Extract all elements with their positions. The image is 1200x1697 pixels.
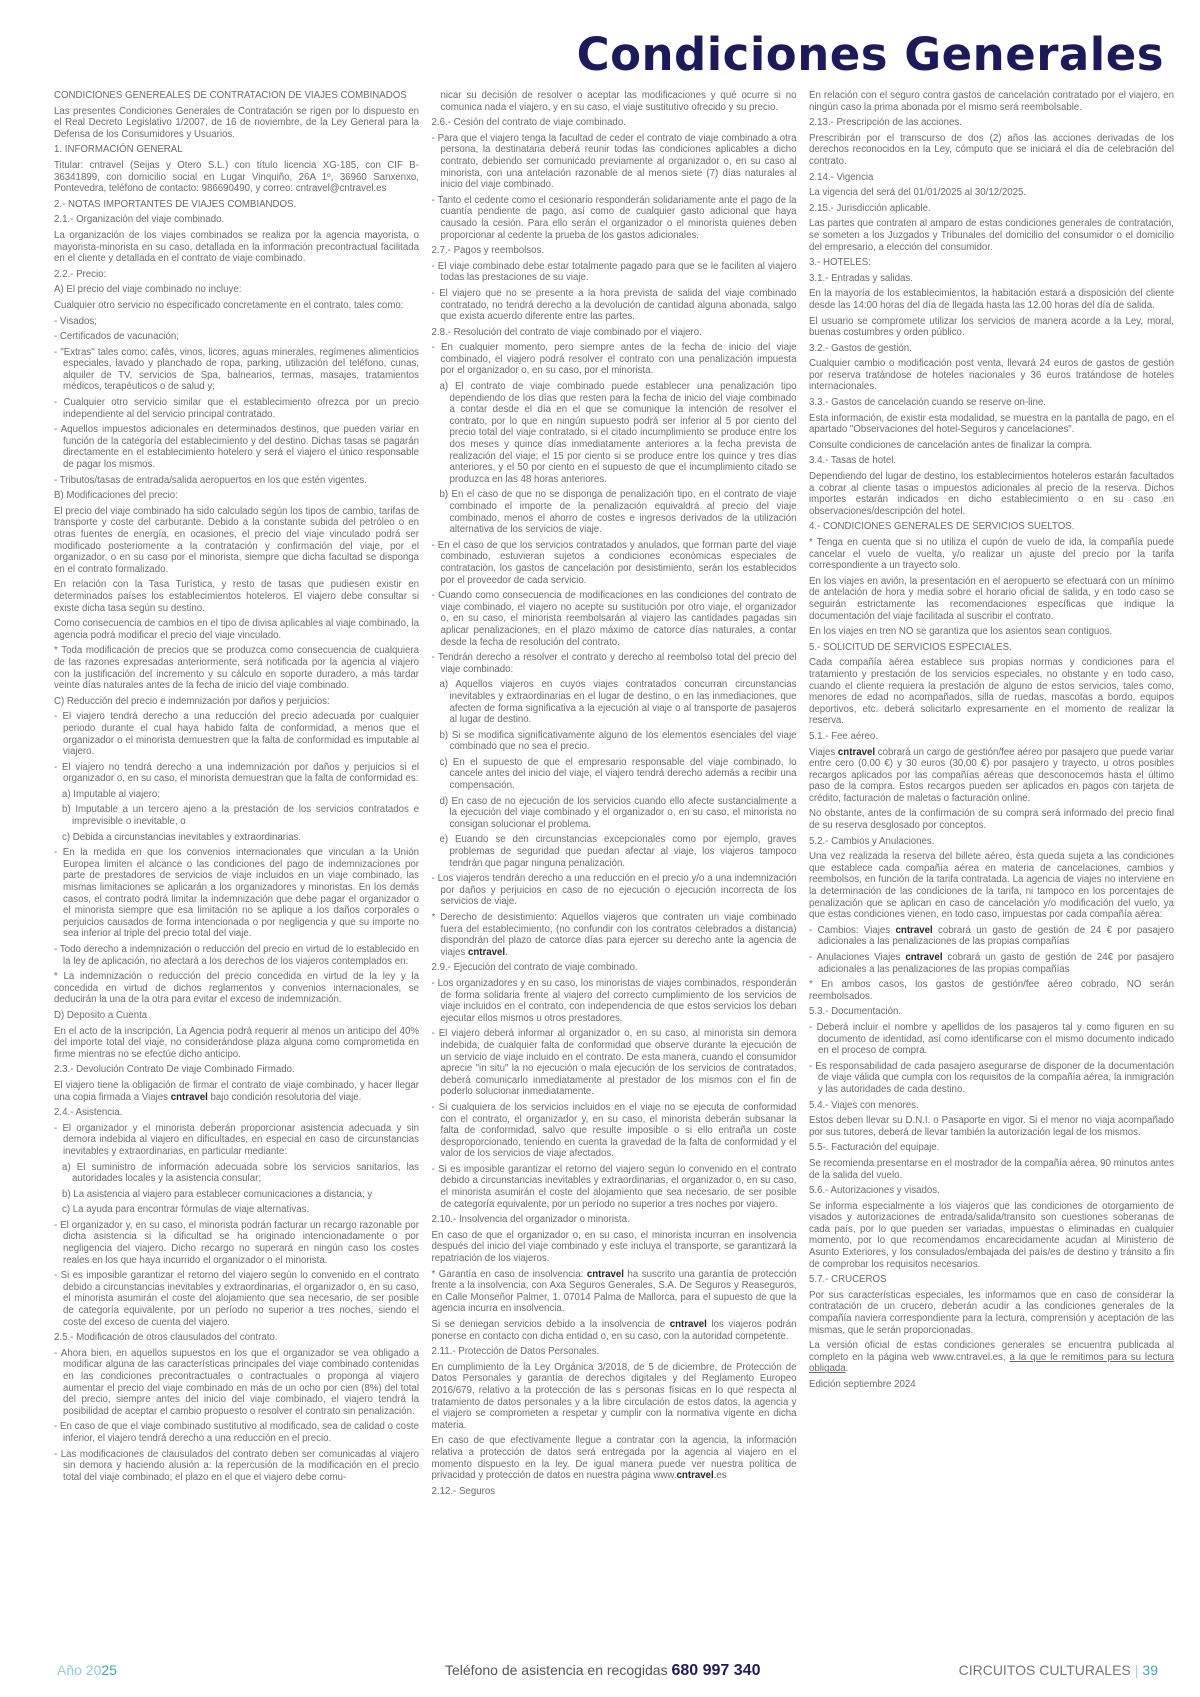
paragraph: * Toda modificación de precios que se produzca como consecuencia de cualquiera de las razones expresadas anteriormente, será notificada por la agencia al viajero con la justificación del incremento y su cálculo en soporte duradero, a más tardar veinte días naturales antes de la fecha de inicio del viaje combinado. (54, 645, 419, 692)
section-heading: 2.2.- Precio: (54, 268, 107, 280)
footer-year (57, 1662, 117, 1678)
sub-list-item: c) En el supuesto de que el empresario responsable del viaje combinado, lo cancele antes del inicio del viaje, el viajero tendrá derecho además a recibir una compensación. (439, 756, 797, 792)
text-fragment: * Garantía en caso de insolvencia: (431, 1268, 587, 1280)
text-fragment: La versión oficial de estas condiciones generales se encuentra publicada al completo en la página web www.cntravel.es, (809, 1340, 1174, 1363)
list-item: - El viajero que no se presente a la hora prevista de salida del viaje combinado contratado, no tendrá derecho a la devolución de cantidad alguna abonada, salgo que exista acuerdo diferente entre las partes. (431, 287, 797, 323)
paragraph: * Tenga en cuenta que si no utiliza el cupón de vuelo de ida, la compañía puede cancelar el vuelo de vuelta, y/o realizar un ajuste del precio por la tarifa correspondiente a un trayecto solo. (809, 537, 1174, 572)
section-heading: 3.2.- Gastos de gestión. (809, 342, 912, 354)
text-fragment: los viajeros podrán ponerse en contacto con dicha entidad o, en su caso, con la autoridad competente. (431, 1319, 797, 1342)
paragraph: En cumplimiento de la Ley Orgánica 3/2018, de 5 de diciembre, de Protección de Datos Personales y garantía de derechos digitales y del Reglamento Europeo 2016/679, relativo a la protección de las s personas físicas en lo que respecta al tratamiento de datos personales y a la libre circulación de estos datos, la agencia y el viajero se comprometen a respetar y cumplir con la normativa vigente en dicha materia. (431, 1361, 797, 1431)
footer-section (959, 1662, 1158, 1678)
column-left (54, 90, 419, 1501)
list-item: - Los organizadores y en su caso, los minoristas de viajes combinados, responderán de forma solidaria frente al viajero del correcto cumplimiento de los servicios de viaje incluidos en el contrato, con independencia de que estos servicios los deban ejecutar ellos mismos u otros prestadores. (431, 977, 797, 1024)
section-heading: D) Deposito a Cuenta (54, 1009, 148, 1021)
list-item: - "Extras" tales como: cafés, vinos, licores, aguas minerales, regímenes alimenticios especiales, lavado y planchado de ropa, parking, utilización del teléfono, cunas, alquiler de TV, servicios de Spa, balnearios, termas, masajes, tratamientos médicos, terapéuticos o de salud y; (54, 346, 419, 393)
paragraph (432, 1269, 797, 1315)
list-item: - Cuando como consecuencia de modificaciones en las condiciones del contrato de viaje combinado, el viajero no acepte su sustitución por otro viaje, el organizador o, en su caso, el minorista reembolsarán al viajero las cantidades pagadas sin aplicar penalizaciones, en el plazo máximo de catorce días naturales, a contar desde la fecha de resolución del contrato. (431, 590, 797, 648)
paragraph: No obstante, antes de la confirmación de su compra será informado del precio final de su reserva desglosado por conceptos. (809, 808, 1174, 832)
list-item: - Tanto el cedente como el cesionario responderán solidariamente ante el pago de la cuantía pendiente de pago, así como de cualquier gasto adicional que haya causado la cesión. Para ello serán el organizador o el minorista quienes deben proporcionar al cedente la prueba de los gastos adicionales. (431, 194, 797, 241)
section-heading: 5.1.- Fee aéreo. (809, 730, 878, 742)
list-item: - Tributos/tasas de entrada/salida aeropuertos en los que estén vigentes. (54, 474, 367, 486)
paragraph: Las partes que contraten al amparo de estas condiciones generales de contratación, se someten a los Juzgados y Tribunales del domicilio del consumidor o el domicilio del empresario, a elección del consumidor. (809, 218, 1174, 253)
section-heading: A) El precio del viaje combinado no incluye: (54, 284, 242, 296)
paragraph (432, 1435, 797, 1481)
section-heading: 2.1.- Organización del viaje combinado. (54, 214, 225, 226)
section-heading: 5.4.- Viajes con menores. (809, 1099, 919, 1111)
list-item: - Las modificaciones de clausulados del contrato deben ser comunicadas al viajero sin demora y haciendo alusión a: la repercusión de la modificación en el precio total del viaje combinado; el plazo en el que el viajero debe comu- (54, 1448, 419, 1483)
footer-year-suffix: 25 (101, 1662, 117, 1678)
paragraph: En relación con el seguro contra gastos de cancelación contratado por el viajero, en ningún caso la prima abonada por el mismo será reembolsable. (809, 90, 1174, 113)
paragraph (809, 1340, 1174, 1375)
section-heading: 5.5-. Facturación del equipaje. (809, 1142, 940, 1154)
text-fragment: - Anulaciones Viajes (809, 952, 906, 963)
paragraph (54, 1080, 419, 1103)
text-fragment: El viajero tiene la obligación de firmar el contrato de viaje combinado, y hacer llegar una copia firmada a Viajes (54, 1079, 419, 1103)
sub-list-item: c) La ayuda para encontrar fórmulas de viaje alternativas. (62, 1204, 310, 1216)
text-fragment: Si se deniegan servicios debido a la insolvencia de (431, 1319, 670, 1330)
paragraph: La organización de los viajes combinados se realiza por la agencia mayorista, o mayorista-minorista en su caso, detallada en la información precontractual facilitada en el cliente y detallada en el contrato de viaje combinado. (54, 229, 419, 265)
brand-name: cntravel (669, 1319, 707, 1330)
sub-list-item: b) Imputable a un tercero ajeno a la prestación de los servicios contratados e imprevisible o inevitable, o (62, 804, 419, 828)
section-heading: 1. INFORMACIÓN GENERAL (54, 144, 183, 156)
section-heading: 2.7.- Pagos y reembolsos. (431, 245, 545, 257)
paragraph: Prescribirán por el transcurso de dos (2) años las acciones derivadas de los derechos reconocidos en la Ley, cómputo que se iniciará el día de celebración del contrato. (809, 132, 1174, 167)
section-heading: 2.10.- Insolvencia del organizador o minorista. (431, 1214, 630, 1226)
text-fragment: cobrará un gasto de gestión de 24 € por pasajero adicionales a las penalizaciones de las propias compañías (818, 924, 1174, 948)
paragraph: Se recomienda presentarse en el mostrador de la compañía aérea, 90 minutos antes de la salida del vuelo. (809, 1157, 1174, 1181)
list-item: - Para que el viajero tenga la facultad de ceder el contrato de viaje combinado a otra persona, la destinataria deberá reunir todas las condiciones aplicables a dicho contrato, debiendo ser comunicado previamente al organizador o, en su caso al minorista, con una antelación razonable de al menos siete (7) días naturales al inicio del viaje combinado. (431, 132, 797, 191)
sub-list-item: b) La asistencia al viajero para establecer comunicaciones a distancia; y (62, 1188, 373, 1200)
list-item: - Deberá incluir el nombre y apellidos de los pasajeros tal y como figuren en su documento de identidad, así como identificarse con el mismo documento indicado en el proceso de compra. (809, 1021, 1174, 1057)
sub-list-item: a) El suministro de información adecuada sobre los servicios sanitarios, las autoridades locales y la asistencia consular; (62, 1161, 419, 1185)
paragraph: El usuario se compromete utilizar los servicios de manera acorde a la Ley, moral, buenas costumbres y orden público. (809, 315, 1174, 339)
page-footer (0, 1662, 1200, 1686)
paragraph: Como consecuencia de cambios en el tipo de divisa aplicables al viaje combinado, la agencia podrá modificar el precio del viaje vinculado. (54, 618, 419, 641)
section-heading: B) Modificaciones del precio: (54, 490, 178, 502)
section-heading: 5.2.- Cambios y Anulaciones. (809, 835, 935, 847)
section-heading: Edición septiembre 2024 (809, 1379, 916, 1390)
list-item (809, 925, 1174, 948)
paragraph: En el acto de la inscripción, La Agencia podrá requerir al menos un anticipo del 40% del importe total del viaje, no considerándose plaza alguna como comprometida en firme mientras no se efectúe dicho anticipo. (54, 1025, 419, 1060)
list-item: - Si cualquiera de los servicios incluidos en el viaje no se ejecuta de conformidad con el contrato, el organizador y, en su caso, el minorista deberán subsanar la falta de conformidad, salvo que resulte imposible o si ello entraña un coste desproporcionado, teniendo en cuenta la gravedad de la falta de conformidad y el valor de los servicios de viaje afectados. (431, 1101, 797, 1160)
text-fragment: En caso de que efectivamente llegue a contratar con la agencia, la información relativa a protección de datos será entregada por la agencia al viajero en el momento dispuesto en la ley. De igual manera puede ver nuestra política de privacidad y protección de datos en nuestra página www. (431, 1435, 797, 1482)
paragraph: Cada compañía aérea establece sus propias normas y condiciones para el tratamiento y prestación de los servicios especiales, no obstante y en todo caso, cuando el cliente requiera la prestación de alguno de estos servicios, tales como, menores de edad no acompañados, silla de ruedas, mascotas a bordo, equipos deportivos, etc. deberá solicitarlo expresamente en el momento de realizar la reserva. (809, 657, 1174, 727)
section-heading: 2.3.- Devolución Contrato De viaje Combinado Firmado. (54, 1064, 295, 1076)
text-fragment: ha suscrito una garantía de protección frente a la insolvencia, con Axa Seguros Generales, S.A. De Seguros y Reaseguros, en Calle Monseñor Palmer, 1. 07014 Palma de Mallorca, para el supuesto de que la agencia incurra en insolvencia. (431, 1268, 797, 1315)
section-heading: 5.3.- Documentación. (809, 1006, 902, 1018)
brand-name: cntravel (586, 1268, 624, 1280)
list-item: - El viaje combinado debe estar totalmente pagado para que se le faciliten al viajero todas las prestaciones de su viaje. (431, 260, 797, 284)
list-item: - Aquellos impuestos adicionales en determinados destinos, que pueden variar en función de la categoría del establecimiento y del destino. Dichas tasas se pagarán directamente en el establecimiento hotelero y será el viajero el único responsable de pagar los mismos. (54, 424, 419, 471)
section-heading: CONDICIONES GENEREALES DE CONTRATACION DE VIAJES COMBINADOS (54, 90, 407, 101)
section-heading: 2.6.- Cesión del contrato de viaje combinado. (431, 117, 626, 129)
text-fragment: . (505, 946, 508, 958)
list-item (809, 952, 1174, 975)
paragraph: Titular: cntravel (Seijas y Otero S.L.) con título licencia XG-185, con CIF B-36341899, con domicilio social en Lugar Vinquiño, 26A 1º, 36960 Sanxenxo, Pontevedra, teléfono de contacto: 986690490, y correo: cntravel@cntravel.es (54, 159, 419, 195)
section-heading: 2.8.- Resolución del contrato de viaje combinado por el viajero. (431, 326, 702, 338)
brand-name: cntravel (676, 1470, 714, 1482)
text-fragment: cobrará un gasto de gestión de 24€ por pasajero adicionales a las penalizaciones de las propias compañías (818, 952, 1174, 975)
list-item: - Es responsabilidad de cada pasajero asegurarse de disponer de la documentación de viaje válida que cumpla con los requisitos de la compañía aérea, la inmigración y las autoridades de cada destino. (809, 1060, 1174, 1095)
section-heading: 2.5.- Modificación de otros clausulados del contrato. (54, 1332, 278, 1344)
paragraph: En los viajes en tren NO se garantiza que los asientos sean contiguos. (809, 626, 1113, 638)
column-middle (432, 90, 797, 1501)
list-item: - Todo derecho a indemnización o reducción del precio en virtud de lo establecido en la ley de aplicación, no afectará a los derechos de los viajeros contemplados en: (54, 944, 419, 967)
footer-phone (445, 1662, 760, 1680)
paragraph: En la mayoría de los establecimientos, la habitación estará a disposición del cliente desde las 14:00 horas del día de llegada hasta las 12.00 horas del día de salida. (809, 288, 1174, 311)
paragraph: Consulte condiciones de cancelación antes de finalizar la compra. (809, 439, 1093, 451)
footer-phone-number: 680 997 340 (671, 1662, 761, 1679)
paragraph: Se informa especialmente a los viajeros que las condiciones de otorgamiento de visados y autorizaciones de entrada/salida/transito son cuestiones soberanas de cada país, por lo que pueden ser variadas, impuestas o eliminadas en cualquier momento, por lo que recomendamos encarecidamente acudan al Ministerio de Asunto Exteriores, y los consulados/embajada del país/es de destino y tránsito a fin de comprobar los requisitos necesarios. (809, 1200, 1174, 1270)
terms-body (54, 90, 1174, 1501)
section-heading: 3.- HOTELES: (809, 257, 871, 269)
paragraph: Dependiendo del lugar de destino, los establecimientos hoteleros estarán facultados a cobrar al cliente tasas o impuestos adicionales al precio de la reserva. Dichos importes estarán indicados en dicho establecimiento o en su caso en observaciones/descripción del hotel. (809, 471, 1174, 517)
text-fragment: Viajes (809, 746, 838, 758)
section-heading: 2.13.- Prescripción de las acciones. (809, 117, 962, 129)
section-heading: 5.6.- Autorizaciones y visados. (809, 1185, 940, 1197)
footer-phone-label: Teléfono de asistencia en recogidas (445, 1662, 672, 1678)
list-item: nicar su decisión de resolver o aceptar las modificaciones y qué ocurre si no comunica nada el viajero, y en su caso, el viaje sustitutivo ofrecido y su precio. (440, 90, 797, 113)
paragraph: Las presentes Condiciones Generales de Contratación se rigen por lo dispuesto en el Real Decreto Legislativo 1/2007, de 16 de noviembre, de la Ley General para la Defensa de los Consumidores y Usuarios. (54, 105, 419, 140)
paragraph: La vigencia del será del 01/01/2025 al 30/12/2025. (809, 187, 1027, 199)
paragraph: En relación con la Tasa Turística, y resto de tasas que pudiesen existir en determinados países los establecimientos hoteleros. El viajero debe consultar si existe dicha tasa según su destino. (54, 579, 419, 614)
paragraph: * La indemnización o reducción del precio concedida en virtud de la ley y la concedida en virtud de dichos reglamentos y convenios internacionales, se deducirán la una de la otra para evitar el exceso de indemnización. (54, 971, 419, 1006)
list-item (432, 912, 797, 958)
section-heading: 3.1.- Entradas y salidas. (809, 272, 913, 284)
sub-list-item: c) Debida a circunstancias inevitables y extraordinarias. (62, 831, 302, 843)
paragraph: Por sus características especiales, les informamos que en caso de considerar la contratación de un crucero, deberán acudir a las condiciones generales de la compañía naviera correspondiente para la lectura, comprensión y aceptación de las mismas, que le serán proporcionadas. (809, 1289, 1174, 1336)
section-heading: 2.4.- Asistencia. (54, 1107, 123, 1119)
brand-name: cntravel (170, 1091, 208, 1103)
section-heading: 2.- NOTAS IMPORTANTES DE VIAJES COMBIANDOS. (54, 198, 297, 210)
list-item: - Certificados de vacunación; (54, 331, 179, 343)
list-item: - Si es imposible garantizar el retorno del viajero según lo convenido en el contrato debido a circunstancias inevitables y extraordinarias, el organizador o, en su caso, el minorista asumirán el coste del alojamiento que sea necesario, de ser posible de categoría equivalente, por un período no superior a tres noches por viajero. (431, 1163, 797, 1210)
list-item: - Si es imposible garantizar el retorno del viajero según lo convenido en el contrato debido a circunstancias inevitables y extraordinarias, el organizador o, en su caso, el minorista asumirán el coste del alojamiento que sea necesario, de ser posible de categoría equivalente, por un período no superior a tres noches, siendo el coste del exceso de cuenta del viajero. (54, 1270, 419, 1328)
paragraph: Una vez realizada la reserva del billete aéreo, ésta queda sujeta a las condiciones que establece cada compañía aérea en materia de cancelaciones, cambios y reembolsos, en función de la tarifa contratada. La agencia de viajes no interviene en la determinación de las condiciones de la tarifa, ni tampoco en los porcentajes de penalización que se aplican en caso de cancelación y/o modificación del vuelo, ya que estas condiciones vienen, en todo caso, impuestas por cada compañía aérea: (809, 851, 1174, 921)
brand-name: cntravel (895, 924, 933, 936)
footer-section-label: CIRCUITOS CULTURALES (958, 1662, 1131, 1678)
paragraph (809, 747, 1174, 805)
list-item: - Tendrán derecho a resolver el contrato y derecho al reembolso total del precio del viaje combinado: (431, 652, 797, 675)
footer-year-prefix: Año 20 (57, 1662, 102, 1678)
brand-name: cntravel (905, 952, 943, 963)
sub-list-item: b) En el caso de que no se disponga de penalización tipo, en el contrato de viaje combinado el importe de la penalización equivaldrá al precio del viaje combinado, menos el ahorro de costes e ingresos derivados de la utilización alternativa de los servicios de viaje. (439, 489, 797, 536)
section-heading: 2.14.- Vigencia (809, 171, 874, 183)
list-item: - En cualquier momento, pero siempre antes de la fecha de inicio del viaje combinado, el viajero podrá resolver el contrato con una penalización impuesta por el organizador o, en su caso, por el minorista. (431, 342, 797, 377)
section-heading: 2.9.- Ejecución del contrato de viaje combinado. (431, 962, 638, 974)
section-heading: 2.15.- Jurisdicción aplicable. (809, 202, 931, 214)
text-fragment: * Derecho de desistimiento: Aquellos viajeros que contraten un viaje combinado fuera del establecimiento, (no confundir con los contratos celebrados a distancia) dispondrán del plazo de catorce días para ejercer su derecho ante la agencia de viajes (431, 912, 797, 958)
paragraph: Estos deben llevar su D.N.I. o Pasaporte en vigor. Si el menor no viaja acompañado por sus tutores, deberá de llevar también la autorización legal de los mismos. (809, 1115, 1174, 1138)
list-item: - El viajero deberá informar al organizador o, en su caso, al minorista sin demora indebida, de cualquier falta de conformidad que observe durante la ejecución de un servicio de viaje incluido en el contrato. De esta manera, cuando el consumidor aprecie "in situ" la no ejecución o mala ejecución de los servicios de contratados, deberá comunicarlo inmediatamente al prestador de los mismos con el fin de poderlo solucionar inmediatamente. (431, 1028, 797, 1098)
list-item: - Ahora bien, en aquellos supuestos en los que el organizador se vea obligado a modificar alguna de las características principales del viaje combinado contenidas en las condiciones precontractuales o contractuales o proponga al viajero aumentar el precio del viaje combinado en más de un ocho por cien (8%) del total del precio, siempre antes del inicio del viaje combinado, el viajero tendrá la posibilidad de aceptar el cambio propuesto o resolver el contrato sin penalización. (54, 1347, 419, 1417)
website-link[interactable]: a la que le remitimos para su lectura obligada (809, 1351, 1174, 1375)
footer-separator: | (1134, 1662, 1139, 1678)
list-item: - El organizador y, en su caso, el minorista podrán facturar un recargo razonable por dicha asistencia si la dificultad se ha originado intencionadamente o por negligencia del viajero. Dicho recargo no superará en ningún caso los costes reales en los que haya incurrido el organizador o el minorista. (54, 1219, 419, 1266)
section-heading: 4.- CONDICIONES GENERALES DE SERVICIOS SUELTOS. (809, 521, 1075, 533)
sub-list-item: b) Si se modifica significativamente alguno de los elementos esenciales del viaje combinado que no sea el precio. (439, 729, 797, 753)
paragraph: En los viajes en avión, la presentación en el aeropuerto se efectuará con un mínimo de antelación de hora y media sobre el horario oficial de salida, y en todo caso se seguirán estrictamente las recomendaciones específicas que indique la documentación del viaje facilitada al suscribir el contrato. (809, 575, 1174, 622)
section-heading: 3.4.- Tasas de hotel. (809, 455, 897, 467)
page-number: 39 (1142, 1662, 1158, 1678)
text-fragment: . (845, 1363, 849, 1375)
text-fragment: cobrará un cargo de gestión/fee aéreo por pasajero que puede variar entre cero (0,00 €) y 30 euros (30,00 €) por pasajero y trayecto, u otros posibles recargos aplicados por las compañías aéreas que desconocemos hasta el último paso de la compra. Estos recargos pueden ser aplicados en pagos con tarjeta de crédito, facturación de maletas o facturación online. (809, 746, 1174, 804)
paragraph: Cualquier cambio o modificación post venta, llevará 24 euros de gastos de gestión por reserva tratándose de hoteles nacionales y 36 euros tratándose de hoteles internacionales. (809, 358, 1174, 393)
sub-list-item: a) El contrato de viaje combinado puede establecer una penalización tipo dependiendo de los días que resten para la fecha de inicio del viaje combinado a contar desde el día en el que se comunique la intención de resolver el contrato, por lo que en ningún supuesto podrá ser inferior al 5 por ciento del precio total del viaje contratado, si el citado incumplimiento se produce entre los dos meses y quince días inmediatamente anteriores a la fecha prevista de realización del viaje; el 15 por ciento si se produce entre los quince y tres días anteriores, y el 50 por ciento en el supuesto de que el incumplimiento citado se produzca en las 48 horas anteriores. (439, 381, 797, 485)
section-heading: 3.3.- Gastos de cancelación cuando se reserve on-line. (809, 397, 1046, 409)
list-item: - El viajero no tendrá derecho a una indemnización por daños y perjuicios si el organizador o, en su caso, el minorista demuestran que la falta de conformidad es: (54, 761, 419, 785)
section-heading: 2.11.- Protección de Datos Personales. (431, 1346, 600, 1358)
brand-name: cntravel (467, 946, 506, 958)
list-item: - En caso de que el viaje combinado sustitutivo al modificado, sea de calidad o coste inferior, el viajero tendrá derecho a una reducción en el precio. (54, 1421, 419, 1444)
list-item: - Los viajeros tendrán derecho a una reducción en el precio y/o a una indemnización por daños y perjuicios en caso de no ejecución o ejecución incorrecta de los servicios de viaje. (431, 873, 797, 908)
sub-list-item: a) Aquellos viajeros en cuyos viajes contratados concurran circunstancias inevitables y extraordinarias en el lugar de destino, o en las inmediaciones, que afecten de forma significativa a la ejecución al viaje o al transporte de pasajeros al lugar de destino. (439, 679, 797, 726)
list-item: - El organizador y el minorista deberán proporcionar asistencia adecuada y sin demora indebida al viajero en dificultades, en especial en caso de circunstancias inevitables y extraordinarias, en particular mediante: (54, 1122, 419, 1157)
text-fragment: bajo condición resolutoria del viaje. (207, 1091, 362, 1103)
section-heading: 5.- SOLICITUD DE SERVICIOS ESPECIALES. (809, 641, 1012, 653)
sub-list-item: e) Euando se den circunstancias excepcionales como por ejemplo, graves problemas de seguridad que puedan afectar al viaje, los viajeros tampoco tendrán que pagar ninguna penalización. (439, 834, 797, 869)
section-heading: C) Reducción del precio e indemnización por daños y perjuicios: (54, 695, 330, 707)
list-item: - En la medida en que los convenios internacionales que vinculan a la Unión Europea limiten el alcance o las condiciones del pago de indemnizaciones por parte de prestadores de servicios de viaje incluidos en un viaje combinado, las mismas limitaciones se aplicarán a los organizadores y minoristas. En los demás casos, el contrato podrá limitar la indemnización que debe pagar el organizador o el minorista siempre que esa limitación no se aplique a los daños corporales o perjuicios causados de forma intencionada o por negligencia y que su importe no sea inferior al triple del precio total del viaje. (54, 847, 419, 940)
paragraph: En caso de que el organizador o, en su caso, el minorista incurran en insolvencia después del inicio del viaje combinado y este incluya el transporte, se garantizará la repatriación de los viajeros. (431, 1229, 797, 1265)
paragraph: Cualquier otro servicio no especificado concretamente en el contrato, tales como: (54, 299, 404, 311)
section-heading: 2.12.- Seguros (431, 1485, 496, 1497)
column-right (809, 90, 1174, 1501)
paragraph: * En ambos casos, los gastos de gestión/fee aéreo cobrado, NO serán reembolsados. (809, 979, 1174, 1002)
brand-name: cntravel (837, 746, 876, 758)
list-item: - Visados; (54, 315, 97, 327)
paragraph (432, 1319, 797, 1342)
section-heading: 5.7.- CRUCEROS (809, 1274, 887, 1286)
text-fragment: .es (713, 1470, 727, 1482)
text-fragment: - Cambios: Viajes (809, 924, 896, 936)
paragraph: Esta información, de existir esta modalidad, se muestra en la pantalla de pago, en el apartado "Observaciones del hotel-Seguros y cancelaciones". (809, 412, 1174, 436)
list-item: - En el caso de que los servicios contratados y anulados, que forman parte del viaje combinado, estuvieran sujetos a condiciones económicas especiales de contratación, los gastos de cancelación por desistimiento, serán los establecidos por el proveedor de cada servicio. (431, 539, 797, 586)
list-item: - El viajero tendrá derecho a una reducción del precio adecuada por cualquier periodo durante el cual haya habido falta de conformidad, a menos que el organizador o el minorista demuestren que la falta de conformidad es imputable al viajero. (54, 711, 419, 758)
sub-list-item: a) Imputable al viajero; (62, 788, 161, 800)
paragraph: El precio del viaje combinado ha sido calculado según los tipos de cambio, tarifas de transporte y coste del carburante. Debido a la constante subida del petróleo o en otras fuentes de energía, en ocasiones, el precio del viaje vinculado podrá ser modificado posteriomente a la contratación y confirmación del viaje, por el organizador, o en su caso por el minorista, siempre que dicha facultad se disponga en el contrato formalizado. (54, 505, 419, 575)
page-title: Condiciones Generales (576, 28, 1164, 81)
list-item: - Cualquier otro servicio similar que el establecimiento ofrezca por un precio independiente al del servicio principal contratado. (54, 397, 419, 420)
sub-list-item: d) En caso de no ejecución de los servicios cuando ello afecte sustancialmente a la ejecución del viaje combinado y el organizador o, en su caso, el minorista no consigan solucionar el problema. (439, 795, 797, 830)
